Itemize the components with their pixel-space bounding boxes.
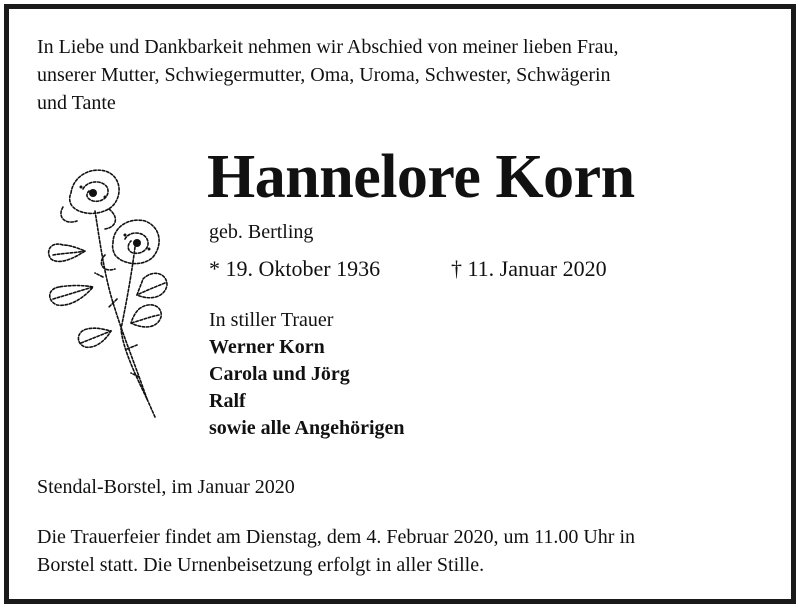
- mourner-name: Carola und Jörg: [209, 363, 350, 385]
- birth-date: * 19. Oktober 1936: [209, 256, 381, 281]
- mourner-name: sowie alle Angehörigen: [209, 417, 405, 439]
- mourning-heading: In stiller Trauer: [209, 309, 334, 331]
- birth-name: geb. Bertling: [209, 221, 314, 243]
- mourner-name: Werner Korn: [209, 336, 325, 358]
- intro-line-1: In Liebe und Dankbarkeit nehmen wir Abschied von meiner lieben Frau,: [37, 36, 619, 58]
- rose-icon: [43, 159, 173, 421]
- funeral-notice-line-1: Die Trauerfeier findet am Dienstag, dem 4. Februar 2020, um 11.00 Uhr in: [37, 526, 636, 548]
- mourners-block: [209, 307, 405, 442]
- obituary-notice: [4, 4, 796, 604]
- deceased-name: Hannelore Korn: [207, 143, 635, 211]
- intro-text: [37, 33, 782, 117]
- intro-line-3: und Tante: [37, 92, 116, 114]
- place-date: Stendal-Borstel, im Januar 2020: [37, 476, 295, 498]
- life-dates: [209, 255, 607, 283]
- mourner-name: Ralf: [209, 390, 246, 412]
- death-date: † 11. Januar 2020: [451, 256, 607, 281]
- intro-line-2: unserer Mutter, Schwiegermutter, Oma, Uroma, Schwester, Schwägerin: [37, 64, 611, 86]
- funeral-notice: [37, 523, 782, 579]
- funeral-notice-line-2: Borstel statt. Die Urnenbeisetzung erfolgt in aller Stille.: [37, 554, 485, 576]
